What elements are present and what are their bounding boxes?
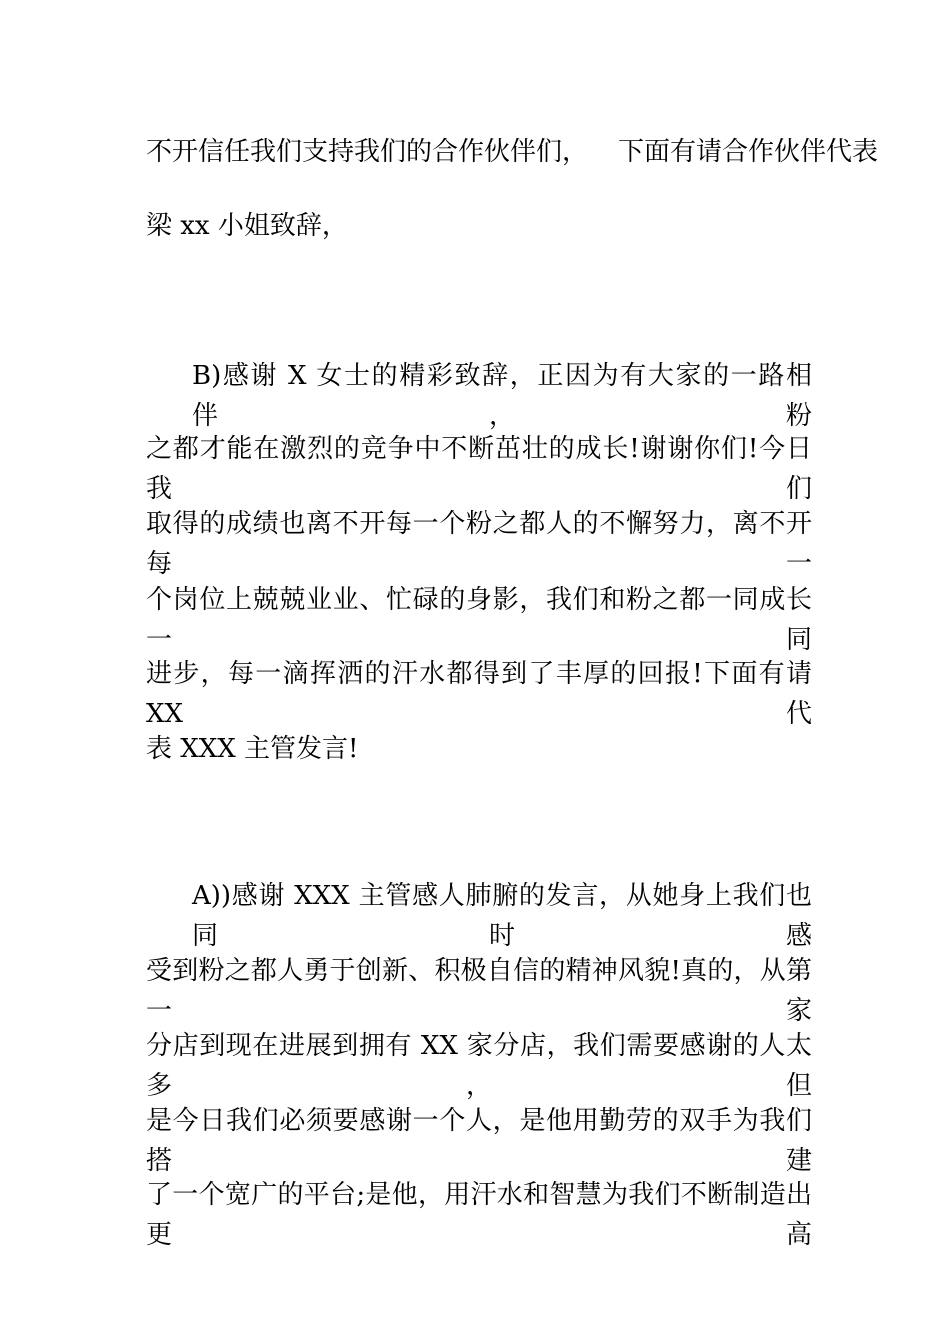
paragraph-2-line-3: 取得的成绩也离不开每一个粉之都人的不懈努力，离不开每一 — [146, 509, 812, 579]
paragraph-1-line-1 — [146, 132, 879, 172]
paragraph-2-line-4: 个岗位上兢兢业业、忙碌的身影，我们和粉之都一同成长一同 — [146, 585, 812, 655]
paragraph-2-line-2: 之都才能在激烈的竞争中不断茁壮的成长!谢谢你们!今日我们 — [146, 434, 812, 504]
line-text: 下面有请合作伙伴代表 — [618, 137, 879, 167]
paragraph-1-line-2: 梁 xx 小姐致辞， — [146, 211, 348, 241]
paragraph-2-line-5: 进步，每一滴挥洒的汗水都得到了丰厚的回报!下面有请 XX 代 — [146, 659, 812, 729]
line-text: 不开信任我们支持我们的合作伙伴们， — [146, 137, 589, 167]
paragraph-3-line-4: 是今日我们必须要感谢一个人，是他用勤劳的双手为我们搭建 — [146, 1106, 812, 1176]
paragraph-3-line-2: 受到粉之都人勇于创新、积极自信的精神风貌!真的，从第一家 — [146, 956, 812, 1026]
paragraph-3-line-1: A))感谢 XXX 主管感人肺腑的发言，从她身上我们也同时感 — [192, 881, 812, 951]
paragraph-2-line-6: 表 XXX 主管发言! — [146, 734, 359, 764]
paragraph-3-line-5: 了一个宽广的平台;是他，用汗水和智慧为我们不断制造出更高 — [146, 1180, 812, 1250]
paragraph-3-line-3: 分店到现在进展到拥有 XX 家分店，我们需要感谢的人太多，但 — [146, 1031, 812, 1101]
paragraph-2-line-1: B)感谢 X 女士的精彩致辞，正因为有大家的一路相伴，粉 — [192, 361, 812, 431]
